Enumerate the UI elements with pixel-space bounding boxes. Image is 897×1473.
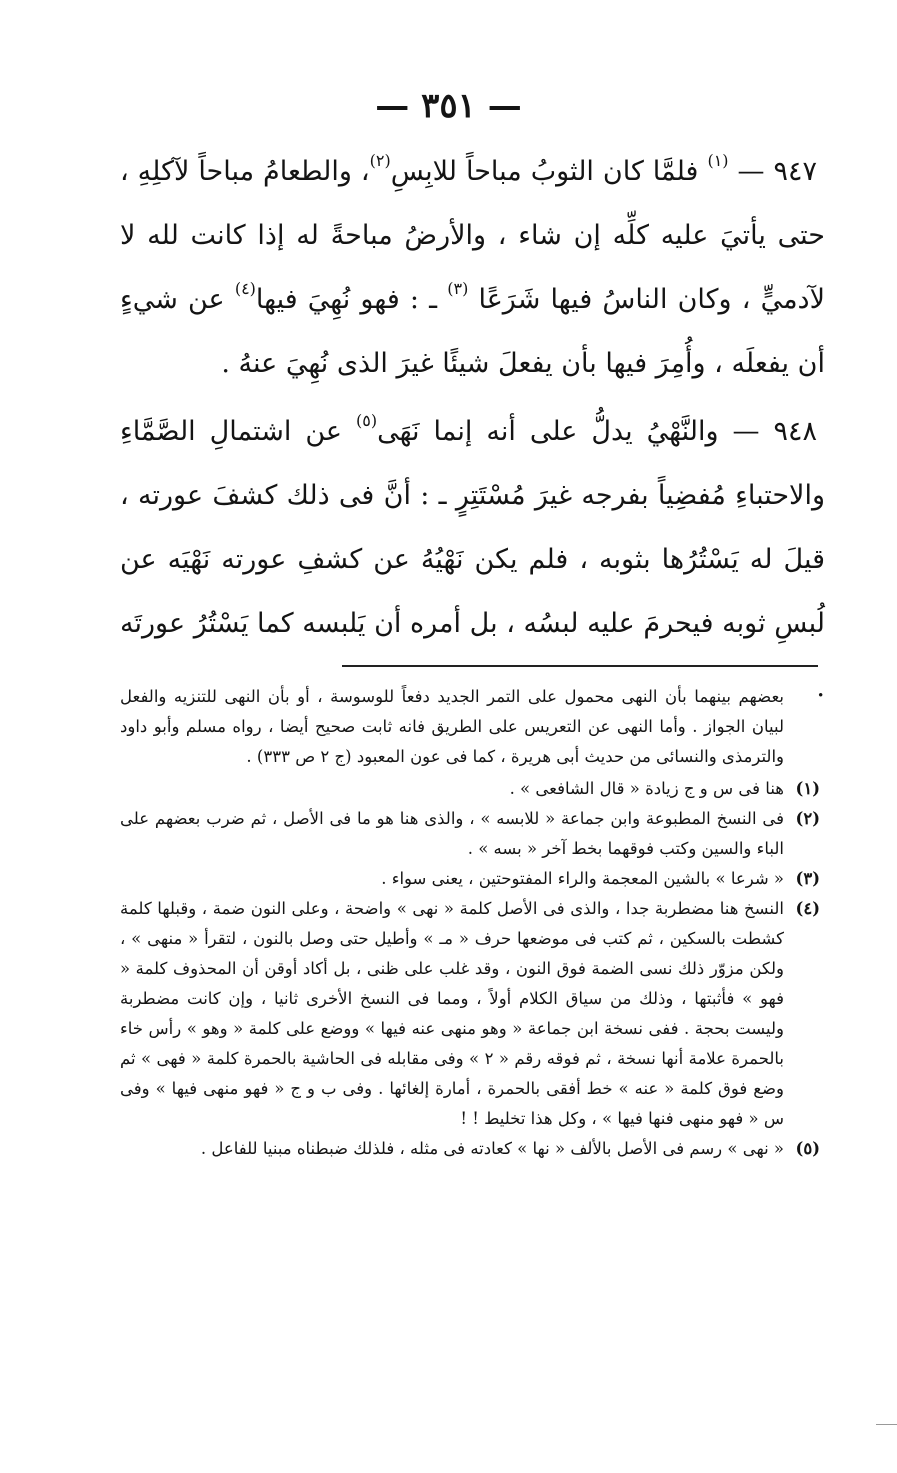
footnote-ref-3: (٣)	[447, 279, 469, 298]
page-number: — ٣٥١ —	[375, 86, 522, 126]
footnote-2	[120, 804, 820, 864]
footnote-5	[120, 1134, 820, 1164]
footnote-1	[120, 774, 820, 804]
footnote-text: فى النسخ المطبوعة وابن جماعة « للابسه » ، والذى هنا هو ما فى الأصل ، ثم ضرب بعضهم على الباء والسين وكتب فوقهما بخط آخر « بسه » .	[120, 809, 784, 858]
footnote-ref-4: (٤)	[234, 279, 256, 298]
footnote-number: (٣)	[795, 869, 820, 888]
footnote-text: النسخ هنا مضطربة جدا ، والذى فى الأصل كلمة « نهى » واضحة ، وعلى النون ضمة ، وقبلها كلمة كشطت بالسكين ، ثم كتب فى موضعها حرف « مـ » وأطيل حتى وصل بالنون ، لتقرأ « منهى » ، ولكن مزوّر ذلك نسى الضمة فوق النون ، وقد غلب على ظنى ، بل أكاد أوقن أن المحذوف كلمة « فهو » فأثبتها ، وذلك من سياق الكلام أولاً ، ومما فى النسخ الأخرى ثانيا ، وإن كانت مضطربة وليست بحجة . ففى نسخة ابن جماعة « وهو منهى عنه فيها » ووضع على كلمة « وهو » رأس خاء بالحمرة علامة أنها نسخة ، ثم فوقه رقم « ٢ » وفى مقابله فى الحاشية بالحمرة كلمة « فهى » ثم وضع فوق كلمة « عنه » خط أفقى بالحمرة ، أمارة إلغائها . وفى ب و ج « فهو منهى فيها » وفى س « فهو منهى فنها فيها » ، وكل هذا تخليط ! !	[120, 899, 784, 1128]
paragraph-947-text: فلمَّا كان الثوبُ مباحاً للابِسِ	[390, 156, 708, 187]
footnote-number: (١)	[795, 779, 820, 798]
footnote-number: (٥)	[795, 1139, 820, 1158]
main-text	[120, 140, 825, 724]
page-edge-mark	[876, 1424, 897, 1425]
paragraph-947	[120, 140, 825, 396]
footnotes-section	[120, 682, 820, 1164]
footnote-text: هنا فى س و ج زيادة « قال الشافعى » .	[509, 779, 784, 798]
footnote-text: « نهى » رسم فى الأصل بالألف « نها » كعادته فى مثله ، فلذلك ضبطناه مبنيا للفاعل .	[200, 1139, 784, 1158]
paragraph-947-text: ـ : فهو نُهِيَ فيها	[255, 284, 448, 315]
footnote-ref-1: (١)	[707, 151, 729, 170]
footnote-ref-2: (٢)	[369, 151, 391, 170]
paragraph-948-text: عن اشتمالِ الصَّمَّاءِ والاحتباءِ مُفضِياً بفرجه غيرَ مُسْتَتِرٍ ـ : أنَّ فى ذلك كشفَ عورته ، قيلَ له يَسْتُرُها بثوبه ، فلم يكن نَهْيُهُ عن كشفِ عورته نَهْيَه عن لُبسِ ثوبه فيحرمَ عليه لبسُه ، بل أمره أن يَلبسه كما يَسْتُرُ عورتَه .	[120, 416, 825, 703]
footnote-continuation: بعضهم بينهما بأن النهى محمول على التمر الجديد دفعاً للوسوسة ، أو بأن النهى للتنزيه والفعل لبيان الجواز . وأما النهى عن التعريس على الطريق فانه ثابت صحيح أيضا ، رواه مسلم وأبو داود والترمذى والنسائى من حديث أبى هريرة ، كما فى عون المعبود (ج ٢ ص ٣٣٣) .	[120, 687, 784, 766]
paragraph-947-text: عن شيءٍ أن يفعلَه ، وأُمِرَ فيها بأن يفعلَ شيئًا غيرَ الذى نُهِيَ عنهُ .	[120, 284, 825, 379]
paragraph-948	[120, 400, 825, 720]
footnote-separator	[342, 665, 818, 667]
paragraph-948-text: ٩٤٨ — والنَّهْيُ يدلُّ على أنه إنما نَهَى	[377, 416, 818, 447]
paragraph-947-text: ٩٤٧ —	[728, 156, 817, 187]
footnote-4	[120, 894, 820, 1134]
footnote-number: (٤)	[795, 899, 820, 918]
footnote-3	[120, 864, 820, 894]
footnote-ref-5: (٥)	[356, 411, 378, 430]
paragraph-947-text: ، والطعامُ مباحاً لآكلِهِ ، حتى يأتيَ عليه كلِّه إن شاء ، والأرضُ مباحةً له إذا كانت لله لا لآدميٍّ ، وكان الناسُ فيها شَرَعًا	[120, 156, 825, 315]
footnote-text: « شرعا » بالشين المعجمة والراء المفتوحتين ، يعنى سواء .	[381, 869, 784, 888]
footnote-number: (٢)	[795, 809, 820, 828]
